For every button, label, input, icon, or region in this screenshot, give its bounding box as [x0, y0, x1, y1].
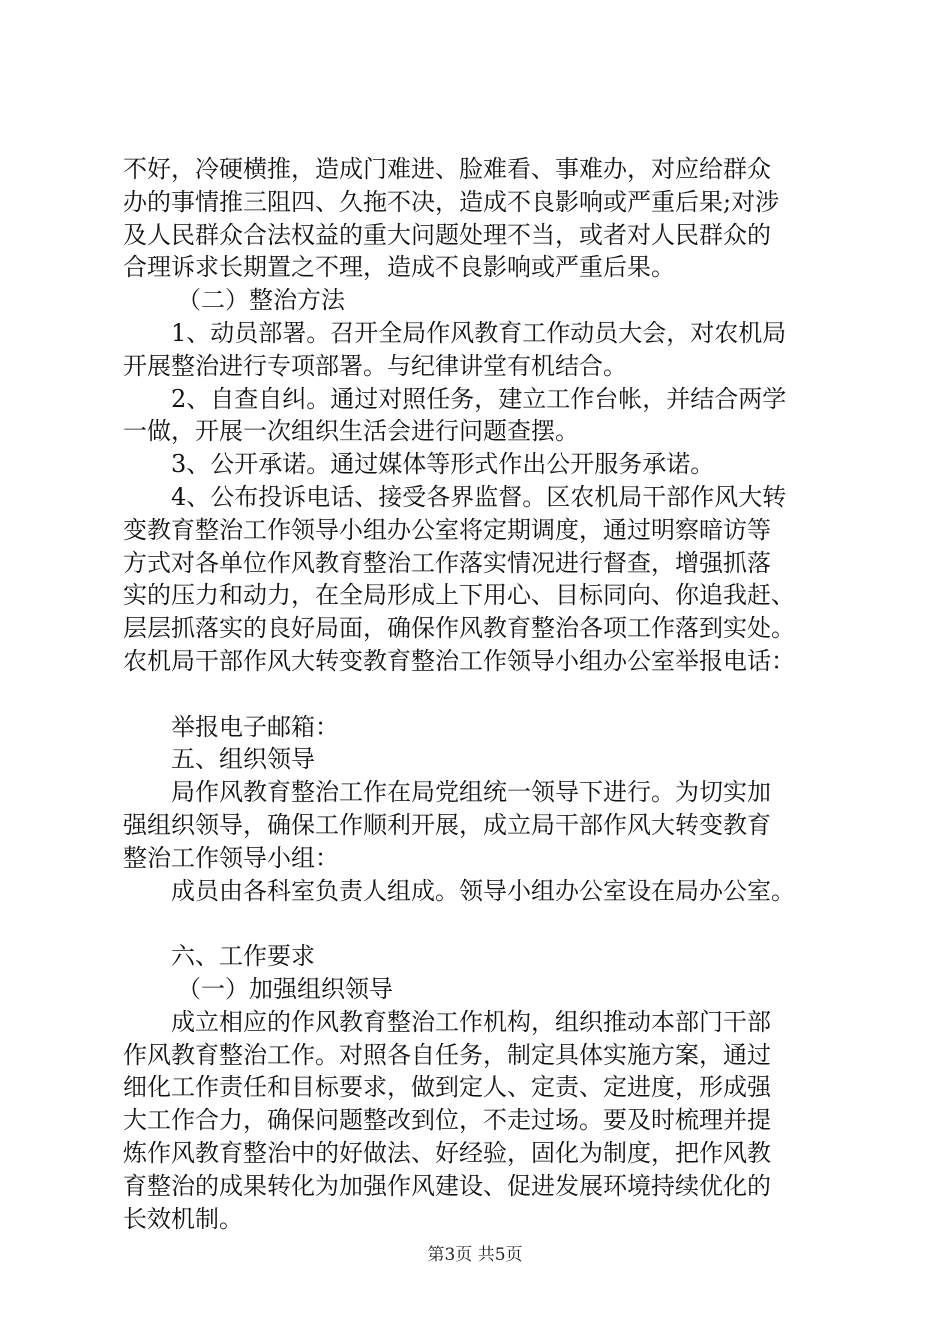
body-line: 方式对各单位作风教育整治工作落实情况进行督查，增强抓落 — [123, 548, 771, 577]
body-line: 一做，开展一次组织生活会进行问题查摆。 — [123, 417, 579, 446]
blank-line — [123, 678, 843, 711]
body-line: 局作风教育整治工作在局党组统一领导下进行。为切实加 — [171, 778, 771, 807]
body-line: 举报电子邮箱： — [171, 712, 339, 741]
section-heading: （二）整治方法 — [177, 286, 345, 315]
body-line: 开展整治进行专项部署。与纪律讲堂有机结合。 — [123, 351, 627, 380]
body-line: 层层抓落实的良好局面，确保作风教育整治各项工作落到实处。 — [123, 614, 795, 643]
body-line: 办的事情推三阻四、久拖不决，造成不良影响或严重后果;对涉 — [123, 187, 780, 216]
section-heading: 五、组织领导 — [171, 745, 315, 774]
body-line: 细化工作责任和目标要求，做到定人、定责、定进度，形成强 — [123, 1073, 771, 1102]
body-line: 1、动员部署。召开全局作风教育工作动员大会，对农机局 — [171, 318, 787, 347]
body-line: 作风教育整治工作。对照各自任务，制定具体实施方案，通过 — [123, 1040, 771, 1069]
body-line: 农机局干部作风大转变教育整治工作领导小组办公室举报电话： — [123, 646, 795, 675]
body-line: 4、公布投诉电话、接受各界监督。区农机局干部作风大转 — [171, 482, 787, 511]
document-body — [123, 153, 843, 1235]
blank-line — [123, 907, 843, 940]
body-line: 不好，冷硬横推，造成门难进、脸难看、事难办，对应给群众 — [123, 155, 771, 183]
body-line: 合理诉求长期置之不理，造成不良影响或严重后果。 — [123, 253, 675, 282]
body-line: 成立相应的作风教育整治工作机构，组织推动本部门干部 — [171, 1007, 771, 1036]
section-heading: （一）加强组织领导 — [177, 974, 393, 1003]
section-heading: 六、工作要求 — [171, 942, 315, 971]
body-line: 及人民群众合法权益的重大问题处理不当，或者对人民群众的 — [123, 220, 771, 249]
body-line: 成员由各科室负责人组成。领导小组办公室设在局办公室。 — [171, 876, 795, 905]
body-line: 实的压力和动力，在全局形成上下用心、目标同向、你追我赶、 — [123, 581, 795, 610]
body-line: 强组织领导，确保工作顺利开展，成立局干部作风大转变教育 — [123, 810, 771, 839]
body-line: 炼作风教育整治中的好做法、好经验，固化为制度，把作风教 — [123, 1138, 771, 1167]
body-line: 变教育整治工作领导小组办公室将定期调度，通过明察暗访等 — [123, 515, 771, 544]
page-number: 第3页 共5页 — [427, 1245, 523, 1265]
body-line: 大工作合力，确保问题整改到位，不走过场。要及时梳理并提 — [123, 1106, 771, 1135]
body-line: 长效机制。 — [123, 1204, 243, 1233]
body-line: 3、公开承诺。通过媒体等形式作出公开服务承诺。 — [171, 450, 715, 479]
body-line: 整治工作领导小组： — [123, 843, 339, 872]
body-line: 育整治的成果转化为加强作风建设、促进发展环境持续优化的 — [123, 1171, 771, 1200]
body-line: 2、自查自纠。通过对照任务，建立工作台帐，并结合两学 — [171, 384, 787, 413]
